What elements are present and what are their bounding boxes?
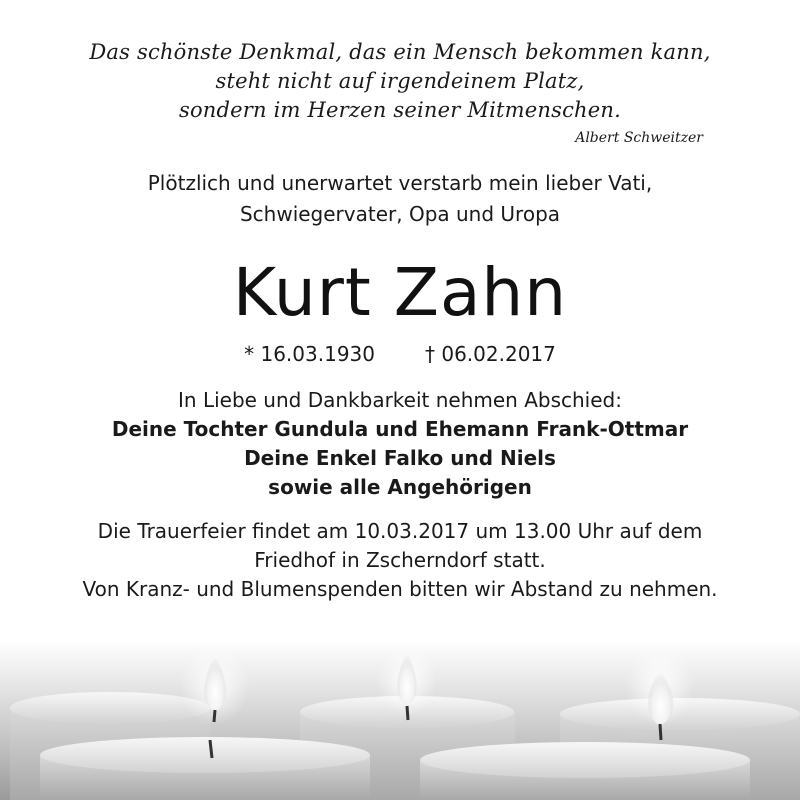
death-announcement [0,168,800,230]
quote-line: Das schönste Denkmal, das ein Mensch bekommen kann, [89,40,711,64]
deceased-name: Kurt Zahn [232,254,568,331]
mourner-line: sowie alle Angehörigen [268,475,532,499]
funeral-info [0,517,800,604]
farewell-intro: In Liebe und Dankbarkeit nehmen Abschied: [178,388,622,412]
death-date: † 06.02.2017 [425,342,556,366]
quote-line: sondern im Herzen seiner Mitmenschen. [178,98,622,122]
candle-front-left [40,737,370,800]
candle-front-right [420,742,750,800]
funeral-line: Friedhof in Zscherndorf statt. [254,548,546,572]
mourner-line: Deine Tochter Gundula und Ehemann Frank-Ottmar [111,417,689,441]
announcement-line: Schwiegervater, Opa und Uropa [239,202,561,226]
announcement-line: Plötzlich und unerwartet verstarb mein lieber Vati, [147,171,653,195]
candles-image [0,640,800,800]
funeral-line: Die Trauerfeier findet am 10.03.2017 um 13.00 Uhr auf dem [97,519,703,543]
birth-date: * 16.03.1930 [244,342,375,366]
mourner-line: Deine Enkel Falko und Niels [244,446,556,470]
funeral-line: Von Kranz- und Blumenspenden bitten wir Abstand zu nehmen. [82,577,718,601]
quote-line: steht nicht auf irgendeinem Platz, [215,69,585,93]
farewell-section [0,386,800,502]
life-dates [0,340,800,368]
quote [0,38,800,125]
quote-author: Albert Schweitzer [575,130,703,146]
